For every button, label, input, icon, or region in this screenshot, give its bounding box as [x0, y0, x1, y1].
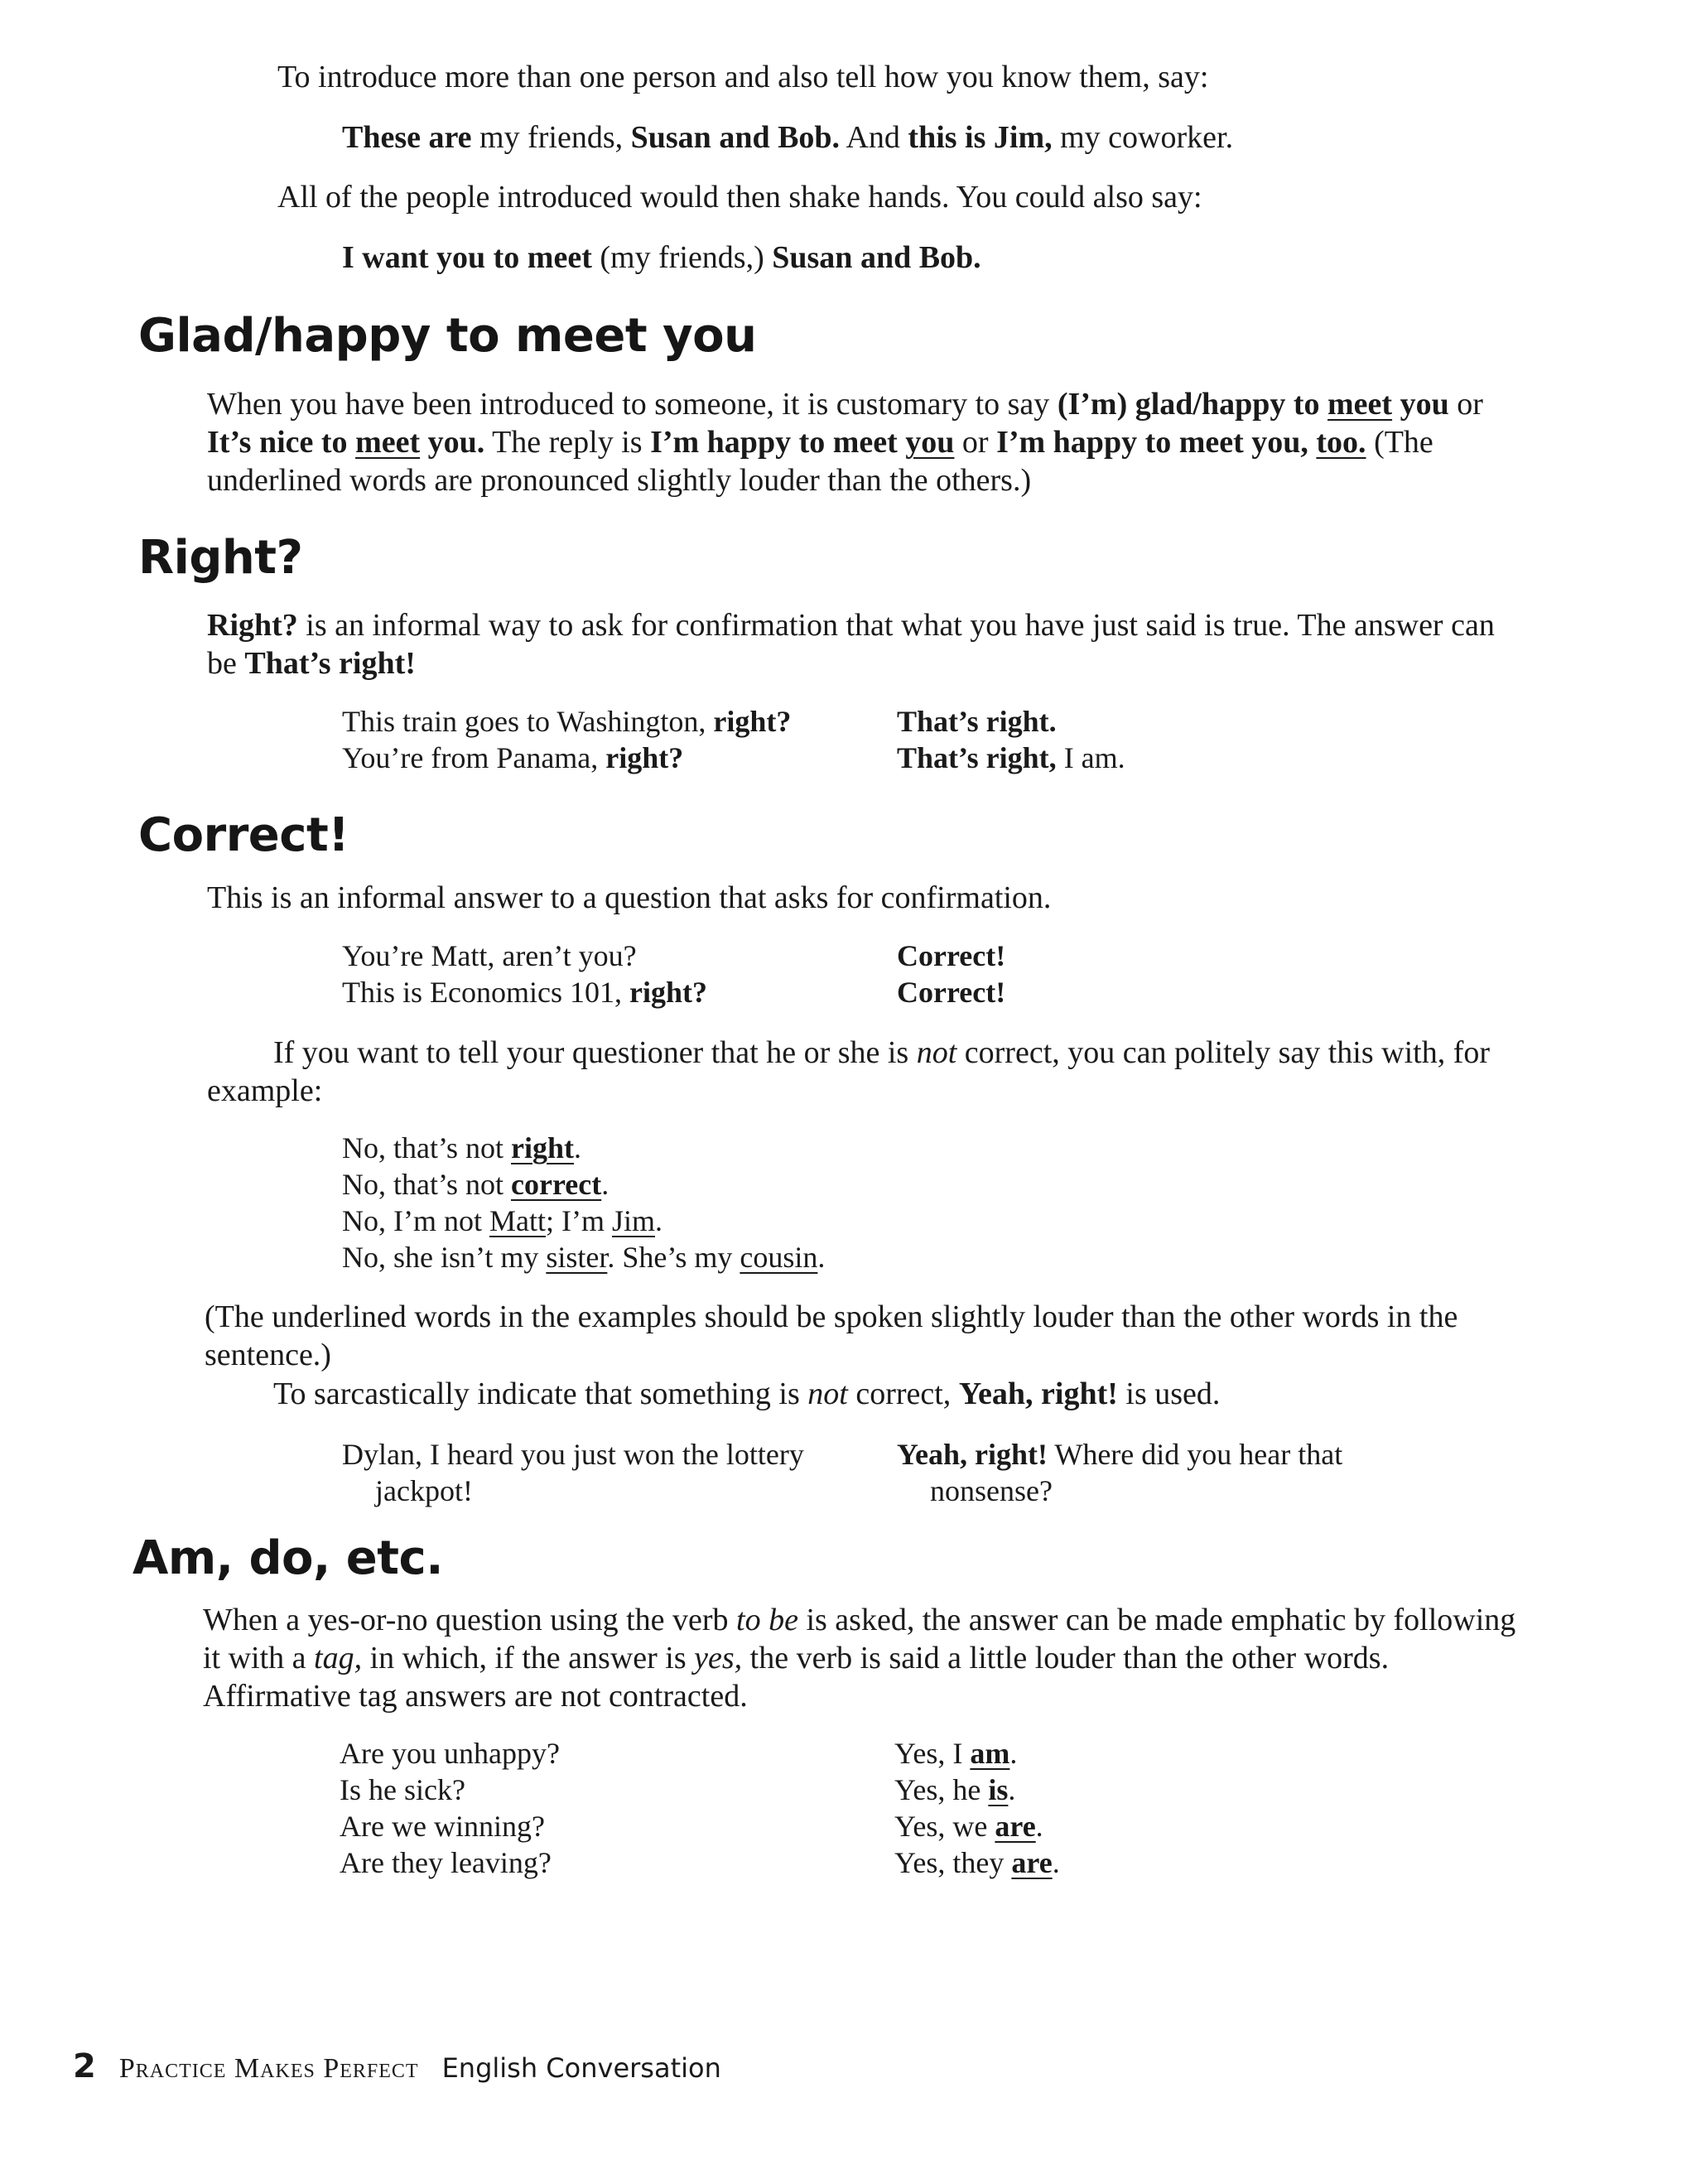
correct-no-1-text: No, that’s not — [342, 1131, 511, 1164]
amdo-paragraph — [203, 1601, 1532, 1715]
right-bold-2: That’s right! — [244, 646, 416, 681]
correct-no-3-text: No, I’m not — [342, 1204, 489, 1237]
correct-p4-text-c: is used. — [1117, 1376, 1221, 1411]
glad-bold-6: I’m happy to meet you, — [996, 425, 1317, 460]
intro-example-2-text-a: (my friends,) — [591, 240, 773, 275]
right-row-2-answer — [897, 740, 1394, 776]
right-text-1: is an informal way to ask for confirmation that what you have just said is true. The answer can be — [207, 608, 1495, 681]
amdo-italic-3: yes, — [694, 1641, 743, 1675]
amdo-italic-2: tag, — [314, 1641, 363, 1675]
correct-p2-italic: not — [916, 1035, 957, 1070]
correct-row-1-q-text: You’re Matt, aren’t you? — [342, 939, 637, 972]
correct-paragraph-1: This is an informal answer to a question that asks for confirmation. — [207, 880, 1052, 915]
correct-row-1-answer — [897, 938, 1394, 974]
correct-no-2-text: No, that’s not — [342, 1168, 511, 1201]
sarcasm-answer — [897, 1436, 1394, 1509]
amdo-row-2-a-text: Yes, he — [894, 1773, 989, 1806]
amdo-row-1-a-underline: am — [970, 1737, 1010, 1770]
amdo-row-1-question: Are you unhappy? — [340, 1737, 560, 1770]
right-row-1-answer — [897, 703, 1394, 740]
right-row-2-a-bold: That’s right, — [897, 741, 1057, 774]
heading-right: Right? — [138, 531, 303, 585]
amdo-row-4-answer: Yes, they are. — [894, 1846, 1060, 1879]
correct-no-line-1: No, that’s not right. — [342, 1131, 581, 1164]
correct-row-2-q-bold: right? — [629, 976, 707, 1009]
glad-text-1: When you have been introduced to someone, it is customary to say — [207, 387, 1058, 422]
amdo-row-4-a-underline: are — [1011, 1846, 1053, 1879]
correct-no-1-underline: right — [511, 1131, 574, 1164]
amdo-row-3-answer: Yes, we are. — [894, 1810, 1043, 1843]
amdo-row-3-a-underline: are — [995, 1810, 1036, 1843]
glad-bold-5: I’m happy to meet — [650, 425, 906, 460]
correct-p4-italic: not — [807, 1376, 848, 1411]
heading-correct: Correct! — [138, 808, 349, 862]
correct-no-list — [342, 1130, 825, 1275]
sarcasm-answer-bold: Yeah, right! — [897, 1438, 1048, 1471]
correct-no-line-4: No, she isn’t my sister. She’s my cousin. — [342, 1241, 826, 1274]
amdo-row-1-answer: Yes, I am. — [894, 1737, 1018, 1770]
page-footer — [73, 2047, 721, 2085]
correct-no-4-underline-1: sister — [546, 1241, 608, 1274]
correct-paragraph-3: (The underlined words in the examples should be spoken slightly louder than the other words in the sentence.) — [205, 1299, 1458, 1372]
intro-example-1-text-b: And — [840, 120, 908, 155]
correct-no-line-3: No, I’m not Matt; I’m Jim. — [342, 1204, 662, 1237]
intro-example-2 — [342, 239, 981, 277]
amdo-text-2: is asked, the answer can be made emphatic by following it with a — [203, 1603, 1516, 1675]
sarcasm-answer-text: Where did you hear that nonsense? — [930, 1438, 1343, 1507]
right-row-2-a-text: I am. — [1056, 741, 1125, 774]
correct-row-2-answer — [897, 974, 1394, 1010]
intro-example-1-bold-c: this is Jim, — [908, 120, 1053, 155]
correct-row-2-question — [342, 974, 897, 1010]
intro-example-1-text-a: my friends, — [471, 120, 631, 155]
right-row-2-q-bold: right? — [605, 741, 684, 774]
glad-text-2: or — [1448, 387, 1483, 422]
glad-underline-meet-2: meet — [355, 425, 421, 460]
glad-underline-you: you — [905, 425, 955, 460]
intro-example-1-bold-b: Susan and Bob. — [630, 120, 841, 155]
correct-no-2-underline: correct — [511, 1168, 602, 1201]
correct-row-2-q-text: This is Economics 101, — [342, 976, 629, 1009]
page-number: 2 — [73, 2047, 96, 2085]
right-paragraph — [207, 606, 1532, 682]
right-example-table — [342, 703, 1394, 776]
correct-paragraph-2 — [207, 1034, 1532, 1110]
correct-no-4-text: No, she isn’t my — [342, 1241, 547, 1274]
intro-example-1 — [342, 118, 1233, 157]
amdo-text-4: the verb is said a little louder than the other words. Affirmative tag answers are not contracted. — [203, 1641, 1390, 1714]
amdo-row-3-question: Are we winning? — [340, 1810, 545, 1843]
amdo-row-4-question: Are they leaving? — [340, 1846, 552, 1879]
correct-no-3-underline-1: Matt — [489, 1204, 546, 1237]
glad-bold-3: It’s nice to — [207, 425, 356, 460]
glad-underline-meet-1: meet — [1327, 387, 1393, 422]
amdo-row-2-a-underline: is — [988, 1773, 1009, 1806]
sarcasm-question: Dylan, I heard you just won the lottery jackpot! — [342, 1438, 804, 1507]
glad-bold-4: you. — [420, 425, 485, 460]
intro-example-2-bold-a: I want you to meet — [342, 240, 592, 275]
correct-p2-text-b: correct, you can politely say this with, for example: — [207, 1035, 1490, 1108]
right-row-1-question — [342, 703, 897, 740]
correct-no-3-middle: ; I’m — [545, 1204, 612, 1237]
amdo-row-2-question: Is he sick? — [340, 1773, 465, 1806]
right-row-1-a-bold: That’s right. — [897, 705, 1057, 738]
amdo-row-4-a-text: Yes, they — [894, 1846, 1012, 1879]
intro-line-2: All of the people introduced would then shake hands. You could also say: — [277, 180, 1202, 215]
correct-p2-text-a: If you want to tell your questioner that he or she is — [273, 1035, 917, 1070]
correct-no-3-underline-2: Jim — [611, 1204, 655, 1237]
correct-row-2-a-bold: Correct! — [897, 976, 1006, 1009]
intro-line-1: To introduce more than one person and also tell how you know them, say: — [277, 60, 1209, 94]
amdo-text-3: in which, if the answer is — [362, 1641, 695, 1675]
glad-underline-too: too. — [1316, 425, 1366, 460]
right-row-2-question — [342, 740, 897, 776]
correct-p4-text-b: correct, — [847, 1376, 959, 1411]
footer-book-title: English Conversation — [441, 2052, 721, 2084]
correct-p4-bold: Yeah, right! — [958, 1376, 1118, 1411]
right-bold-1: Right? — [207, 608, 298, 643]
amdo-row-2-answer: Yes, he is. — [894, 1773, 1016, 1806]
correct-p4-text-a: To sarcastically indicate that something is — [273, 1376, 808, 1411]
glad-bold-2: you — [1392, 387, 1449, 422]
right-row-2-q-text: You’re from Panama, — [342, 741, 606, 774]
correct-example-table — [342, 938, 1394, 1010]
amdo-text-1: When a yes-or-no question using the verb — [203, 1603, 737, 1637]
glad-text-5: (The underlined words are pronounced slightly louder than the others.) — [207, 425, 1433, 498]
footer-series-title: Practice Makes Perfect — [118, 2053, 419, 2084]
glad-bold-1: (I’m) glad/happy to — [1057, 387, 1328, 422]
glad-text-3: The reply is — [484, 425, 651, 460]
right-row-1-q-bold: right? — [713, 705, 792, 738]
correct-no-line-2: No, that’s not correct. — [342, 1168, 610, 1201]
correct-row-1-question — [342, 938, 897, 974]
intro-example-1-text-c: my coworker. — [1052, 120, 1234, 155]
correct-paragraph-4 — [273, 1375, 1220, 1413]
amdo-example-table — [340, 1735, 1391, 1881]
intro-example-2-bold-b: Susan and Bob. — [772, 240, 981, 275]
glad-paragraph — [207, 385, 1532, 499]
correct-row-1-a-bold: Correct! — [897, 939, 1006, 972]
amdo-row-1-a-text: Yes, I — [894, 1737, 971, 1770]
amdo-row-3-a-text: Yes, we — [894, 1810, 995, 1843]
glad-text-4: or — [954, 425, 997, 460]
sarcasm-example — [342, 1436, 1394, 1509]
intro-example-1-bold-a: These are — [342, 120, 472, 155]
right-row-1-q-text: This train goes to Washington, — [342, 705, 714, 738]
amdo-italic-1: to be — [736, 1603, 798, 1637]
correct-no-4-middle: . She’s my — [607, 1241, 740, 1274]
correct-no-4-underline-2: cousin — [740, 1241, 818, 1274]
heading-glad-happy: Glad/happy to meet you — [138, 309, 757, 363]
heading-am-do: Am, do, etc. — [132, 1531, 444, 1585]
